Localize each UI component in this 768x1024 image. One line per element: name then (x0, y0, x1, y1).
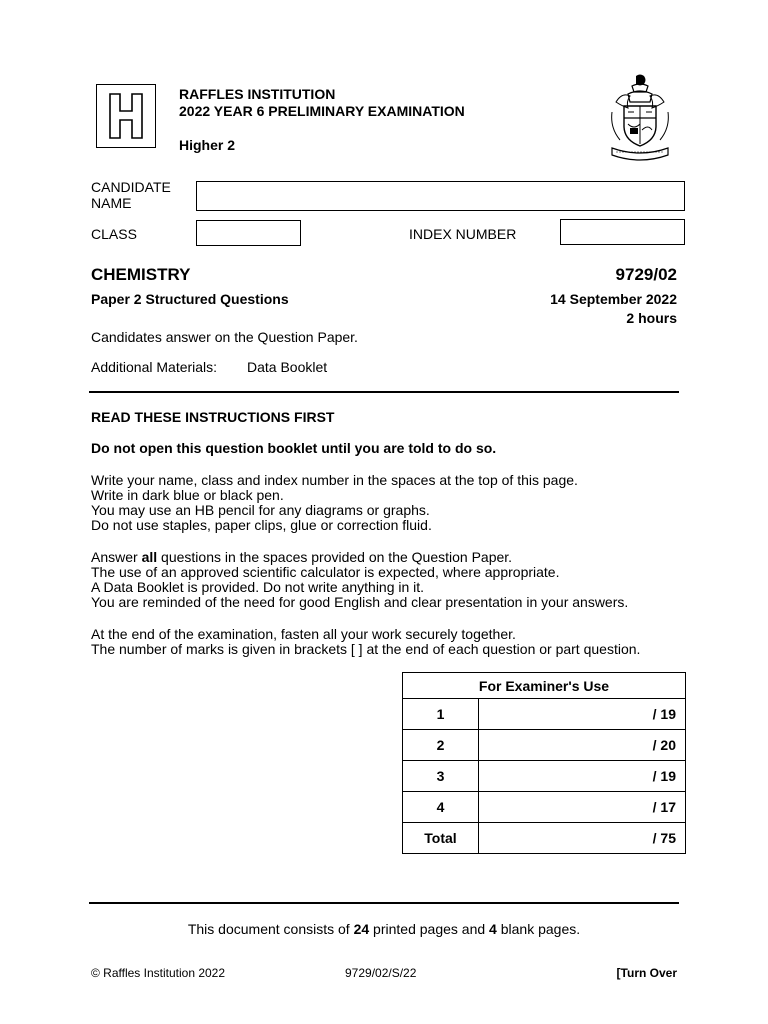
examiner-use-table (402, 672, 686, 854)
table-row (403, 792, 686, 823)
total-marks[interactable]: / 75 (479, 823, 686, 854)
instruction-line: At the end of the examination, fasten all your work securely together. (91, 626, 516, 642)
question-marks[interactable]: / 19 (479, 761, 686, 792)
instructions-heading: READ THESE INSTRUCTIONS FIRST (91, 409, 335, 425)
subject-title: CHEMISTRY (91, 265, 191, 284)
paper-reference: 9729/02/S/22 (345, 966, 417, 980)
class-label: CLASS (91, 226, 137, 242)
question-marks[interactable]: / 20 (479, 730, 686, 761)
instructions-block-1 (91, 472, 578, 532)
instruction-line: Do not use staples, paper clips, glue or correction fluid. (91, 517, 432, 533)
additional-materials-label: Additional Materials: (91, 359, 218, 375)
h-letter-icon (102, 90, 150, 142)
level-label: Higher 2 (179, 137, 236, 153)
instruction-line: You may use an HB pencil for any diagrams or graphs. (91, 502, 430, 518)
exam-duration: 2 hours (626, 310, 677, 326)
instruction-line: Write in dark blue or black pen. (91, 487, 284, 503)
school-crest (606, 72, 674, 164)
exam-title: 2022 YEAR 6 PRELIMINARY EXAMINATION (179, 103, 465, 119)
candidate-name-field[interactable] (196, 181, 685, 211)
additional-materials-value: Data Booklet (247, 359, 328, 375)
level-h-logo (96, 84, 156, 148)
instruction-line: Write your name, class and index number in the spaces at the top of this page. (91, 472, 578, 488)
question-number: 3 (403, 761, 479, 792)
instruction-line: Answer all questions in the spaces provided on the Question Paper. (91, 549, 513, 565)
instruction-line: You are reminded of the need for good English and clear presentation in your answers. (91, 594, 629, 610)
candidate-name-label: CANDIDATE NAME (91, 179, 171, 211)
instruction-line: The use of an approved scientific calculator is expected, where appropriate. (91, 564, 560, 580)
answer-instruction: Candidates answer on the Question Paper. (91, 329, 358, 345)
crest-icon (606, 72, 674, 164)
page-count-note: This document consists of 24 printed pages and 4 blank pages. (187, 921, 581, 937)
question-number: 4 (403, 792, 479, 823)
paper-title: Paper 2 Structured Questions (91, 291, 289, 307)
question-number: 2 (403, 730, 479, 761)
index-number-field[interactable] (560, 219, 685, 245)
turn-over: [Turn Over (616, 966, 677, 980)
copyright: © Raffles Institution 2022 (91, 966, 226, 980)
instructions-block-2 (91, 549, 628, 609)
index-number-label: INDEX NUMBER (409, 226, 517, 242)
instructions-warning: Do not open this question booklet until you are told to do so. (91, 440, 497, 456)
instruction-line: The number of marks is given in brackets [ ] at the end of each question or part question. (91, 641, 641, 657)
institution-name: RAFFLES INSTITUTION (179, 86, 336, 102)
question-marks[interactable]: / 19 (479, 699, 686, 730)
paper-code: 9729/02 (615, 265, 677, 284)
divider-bottom (89, 902, 679, 904)
instructions-block-3 (91, 626, 640, 656)
divider-top (89, 391, 679, 393)
question-number: 1 (403, 699, 479, 730)
exam-date: 14 September 2022 (550, 291, 677, 307)
class-field[interactable] (196, 220, 301, 246)
table-row (403, 823, 686, 854)
instruction-line: A Data Booklet is provided. Do not write anything in it. (91, 579, 425, 595)
total-label: Total (403, 823, 479, 854)
table-row (403, 699, 686, 730)
examiner-table-header: For Examiner's Use (403, 673, 686, 699)
question-marks[interactable]: / 17 (479, 792, 686, 823)
table-row (403, 761, 686, 792)
table-row (403, 730, 686, 761)
